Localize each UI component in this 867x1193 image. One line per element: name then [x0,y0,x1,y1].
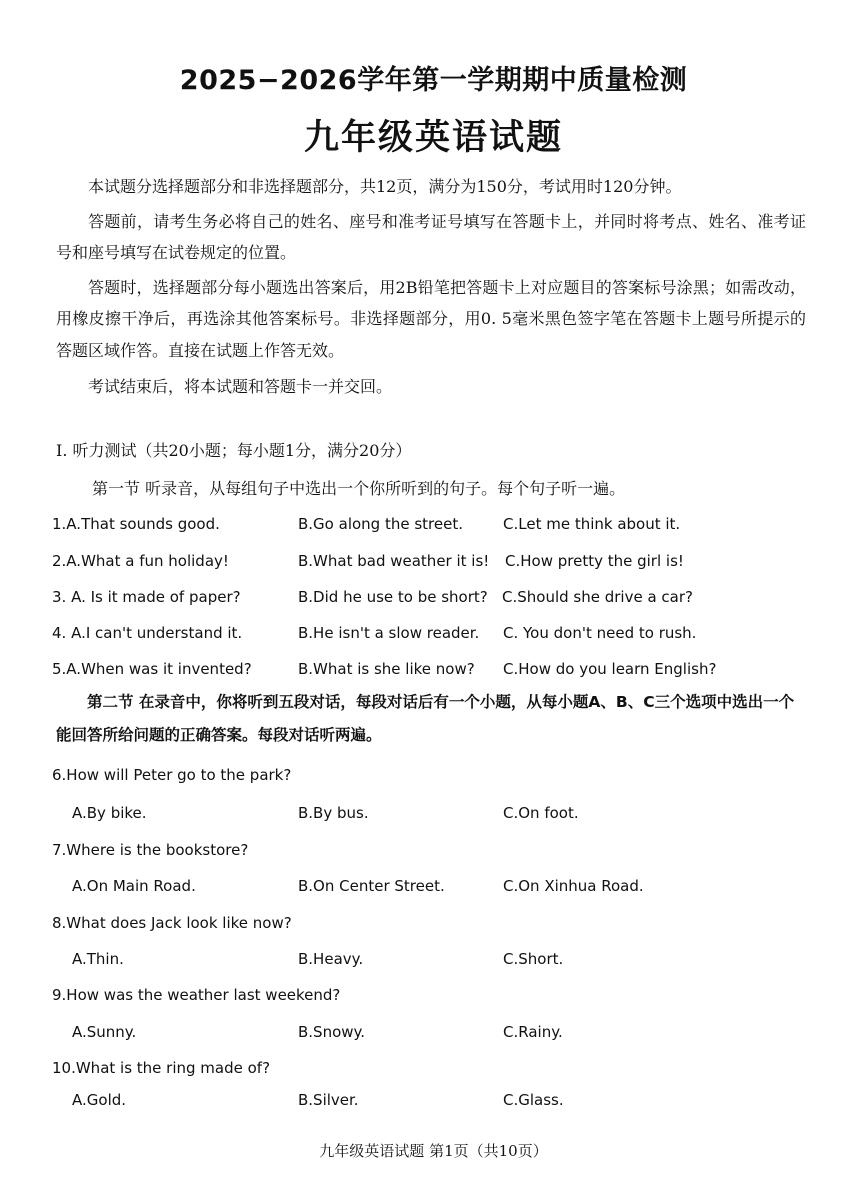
option-c: C.On foot. [503,804,579,822]
option-c: C. You don't need to rush. [503,624,697,642]
section-heading: I. 听力测试（共20小题；每小题1分，满分20分） [56,441,412,460]
option-b: B.Heavy. [298,950,364,968]
question-text: 9.How was the weather last weekend? [52,986,341,1004]
option-a: A.By bike. [72,804,147,822]
question-text: 8.What does Jack look like now? [52,914,292,932]
option-a: 5.A.When was it invented? [52,660,252,678]
option-c: C.How do you learn English? [503,660,717,678]
question-text: 6.How will Peter go to the park? [52,766,292,784]
option-c: C.Let me think about it. [503,515,681,533]
instruction-paragraph: 答题前，请考生务必将自己的姓名、座号和准考证号填写在答题卡上，并同时将考点、姓名、准考证号和座号填写在试卷规定的位置。 [56,211,806,262]
option-c: C.Rainy. [503,1023,563,1041]
question-text: 10.What is the ring made of? [52,1059,271,1077]
exam-subtitle: 九年级英语试题 [303,117,563,158]
option-c: C.How pretty the girl is! [505,552,684,570]
option-b: B.Go along the street. [298,515,463,533]
option-a: 1.A.That sounds good. [52,515,220,533]
option-b: B.By bus. [298,804,369,822]
option-a: 3. A. Is it made of paper? [52,588,241,606]
option-c: C.Short. [503,950,564,968]
exam-title: 2025−2026学年第一学期期中质量检测 [179,65,688,96]
option-b: B.What is she like now? [298,660,475,678]
option-b: B.What bad weather it is! [298,552,490,570]
instructions [56,171,806,403]
option-b: B.Did he use to be short? [298,588,488,606]
option-b: B.Snowy. [298,1023,366,1041]
option-a: A.Thin. [72,950,124,968]
option-c: C.Should she drive a car? [502,588,693,606]
instruction-paragraph: 考试结束后，将本试题和答题卡一并交回。 [88,377,393,396]
option-b: B.He isn't a slow reader. [298,624,480,642]
option-b: B.On Center Street. [298,877,445,895]
option-a: 2.A.What a fun holiday! [52,552,229,570]
option-a: A.Sunny. [72,1023,137,1041]
option-a: A.Gold. [72,1091,127,1109]
question-text: 7.Where is the bookstore? [52,841,249,859]
option-b: B.Silver. [298,1091,359,1109]
page-footer: 九年级英语试题 第1页（共10页） [319,1142,548,1160]
option-a: 4. A.I can't understand it. [52,624,243,642]
instruction-paragraph: 答题时，选择题部分每小题选出答案后，用2B铅笔把答题卡上对应题目的答案标号涂黑；如需改动，用橡皮擦干净后，再选涂其他答案标号。非选择题部分，用0. 5毫米黑色签字笔在答题卡上题号所提示的答题区域作答。直接在试题上作答无效。 [56,277,806,360]
instruction-paragraph: 本试题分选择题部分和非选择题部分，共12页，满分为150分，考试用时120分钟。 [88,177,682,196]
option-a: A.On Main Road. [72,877,196,895]
part2-heading: 第二节 在录音中，你将听到五段对话，每段对话后有一个小题，从每小题A、B、C三个选项中选出一个能回答所给问题的正确答案。每段对话听两遍。 [56,693,795,744]
part1-heading: 第一节 听录音，从每组句子中选出一个你所听到的句子。每个句子听一遍。 [92,479,626,498]
option-c: C.On Xinhua Road. [503,877,644,895]
option-c: C.Glass. [503,1091,564,1109]
